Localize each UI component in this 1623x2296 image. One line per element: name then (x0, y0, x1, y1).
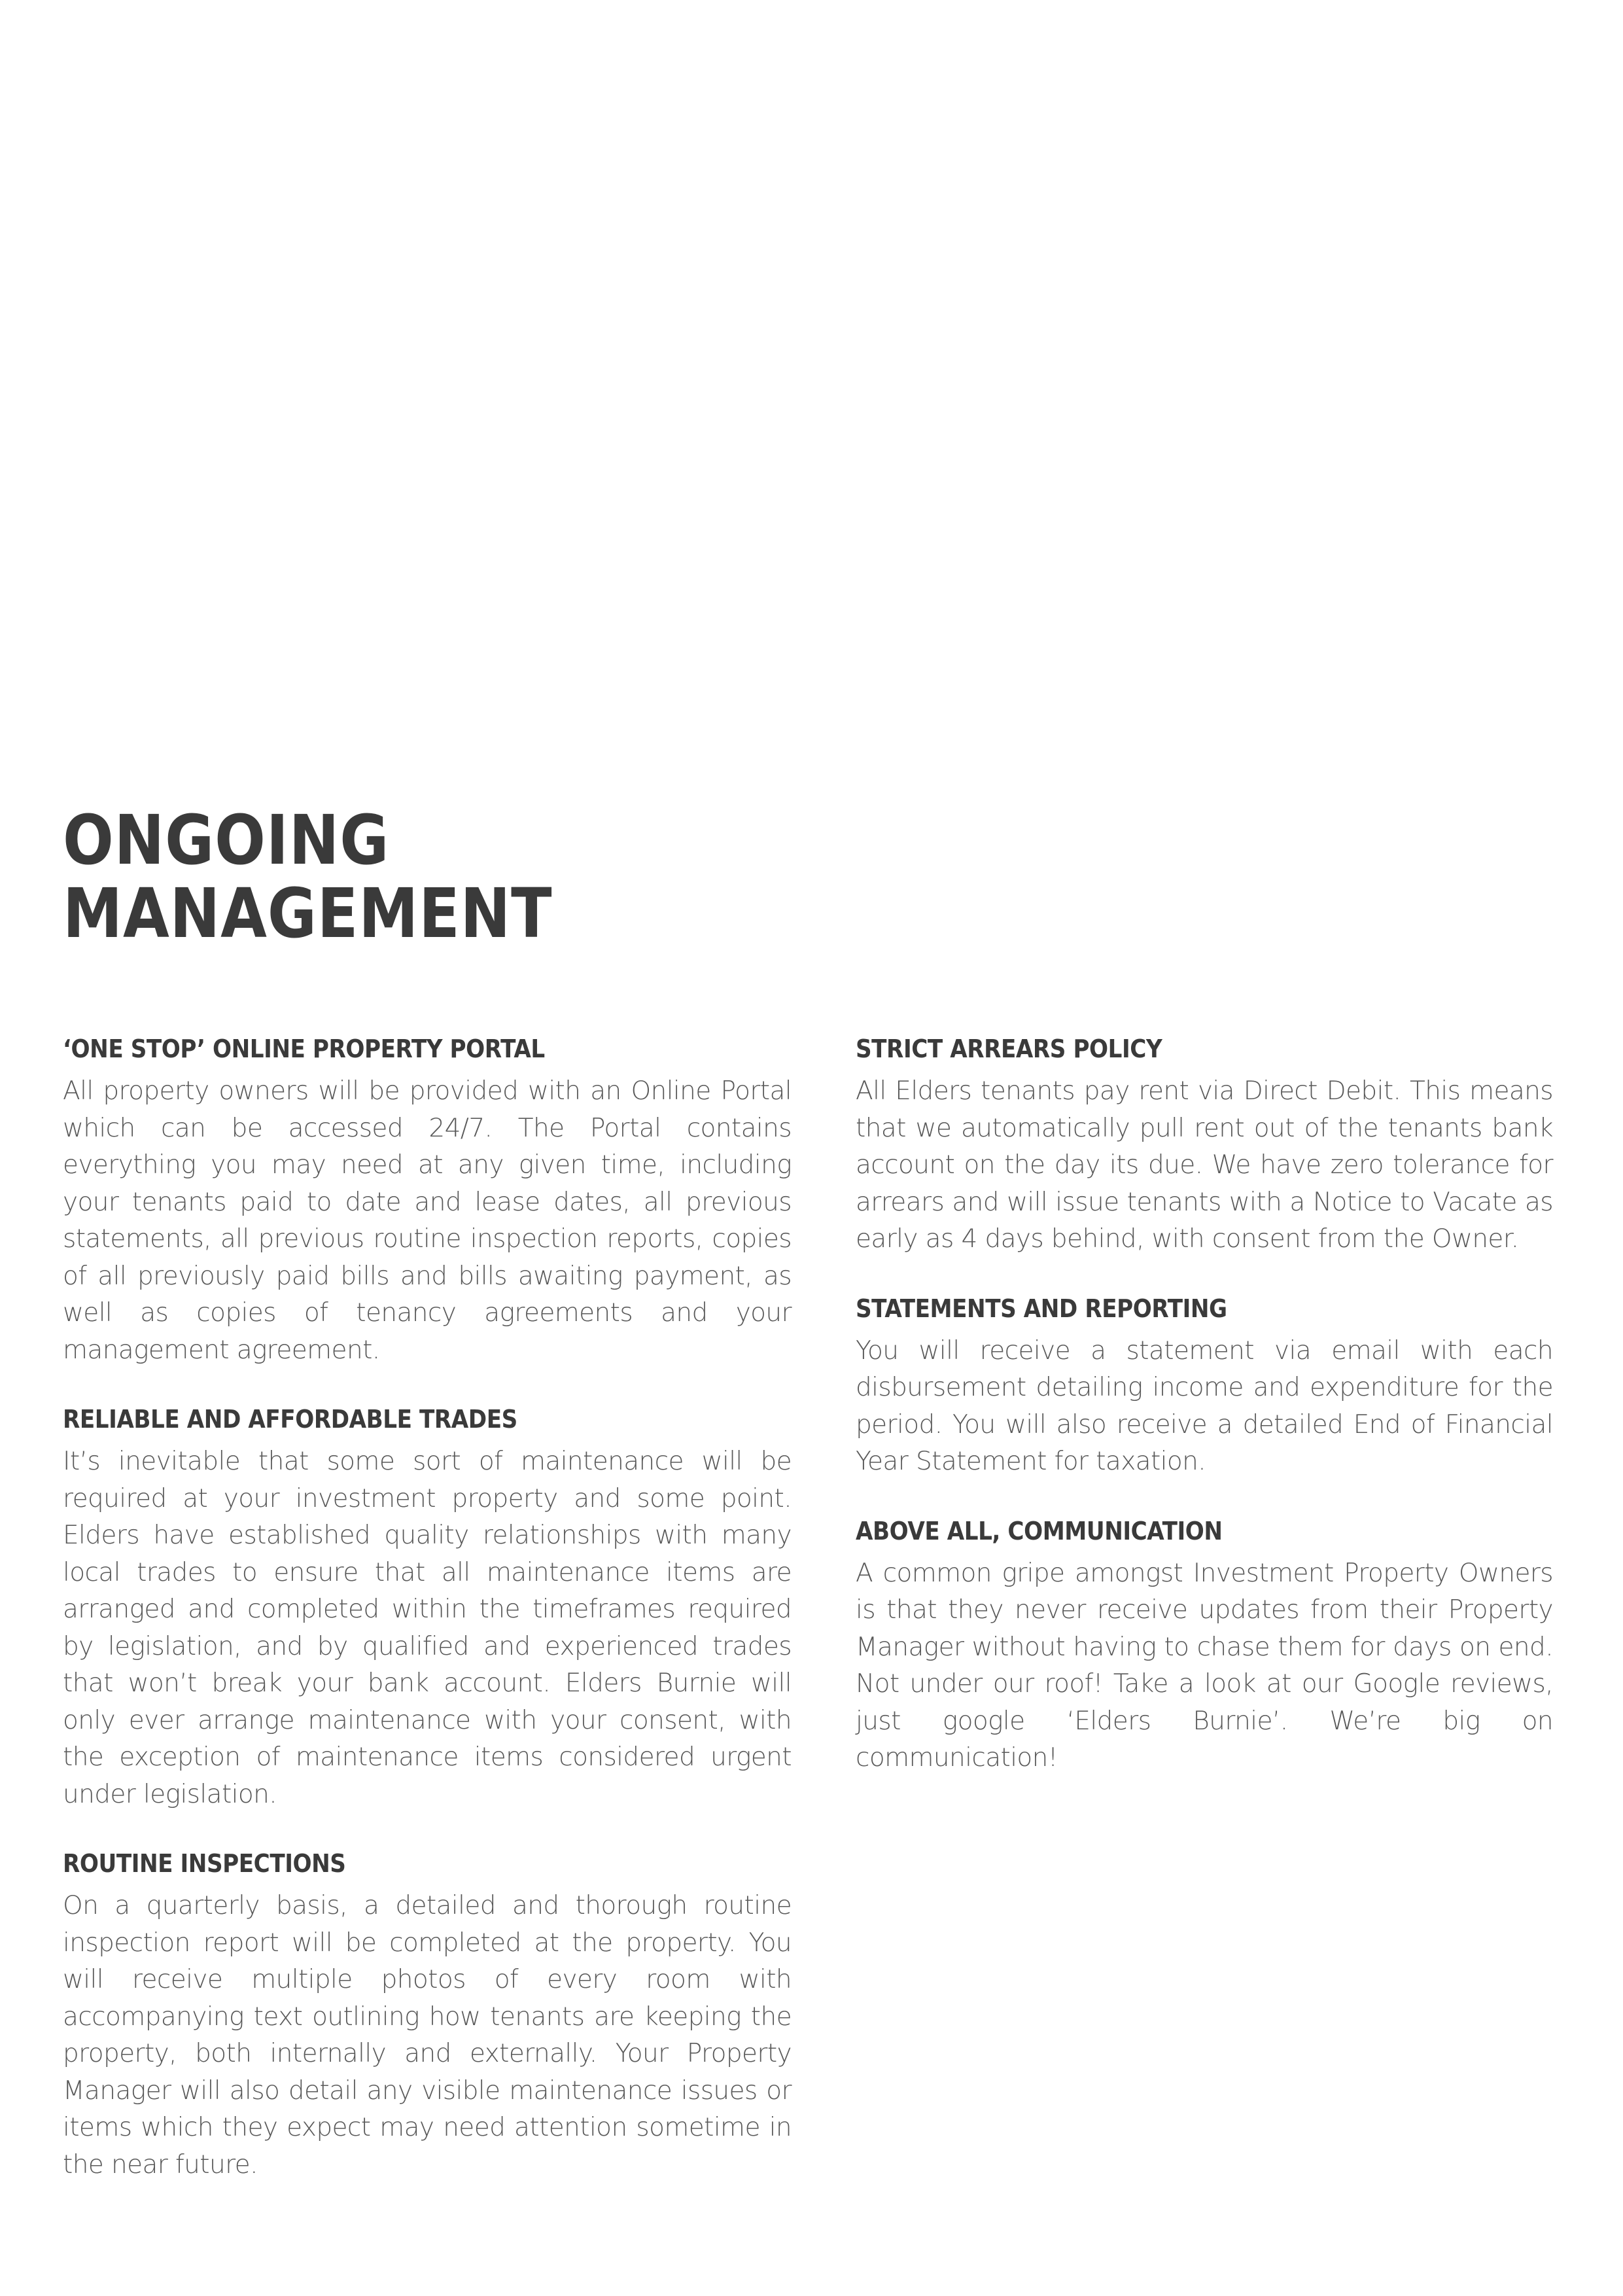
page-title-line-1: ONGOING (63, 800, 390, 880)
right-column (856, 1033, 1553, 1811)
page-title-line-2: MANAGEMENT (63, 874, 553, 953)
section-body: It’s inevitable that some sort of maintenance will be required at your investment property and some point. Elders have established quality relationships with many local trades to ensure that all maintenance items are arranged and completed within the timeframes required by legislation, and by qualified and experienced trades that won’t break your bank account. Elders Burnie will only ever arrange maintenance with your consent, with the exception of maintenance items considered urgent under legislation. (63, 1447, 792, 1809)
section-body: You will receive a statement via email with each disbursement detailing income and expenditure for the period. You will also receive a detailed End of Financial Year Statement for taxation. (856, 1335, 1553, 1476)
section-heading: STRICT ARREARS POLICY (856, 1034, 1162, 1063)
section-heading: ‘ONE STOP’ ONLINE PROPERTY PORTAL (63, 1034, 545, 1063)
section-heading: STATEMENTS AND REPORTING (856, 1294, 1227, 1323)
section-online-portal (63, 1033, 792, 1369)
section-routine-inspections (63, 1847, 792, 2183)
page-title (63, 800, 553, 953)
section-heading: RELIABLE AND AFFORDABLE TRADES (63, 1405, 517, 1434)
section-body: All property owners will be provided with an Online Portal which can be accessed 24/7. The Portal contains everything you may need at any given time, including your tenants paid to date and lease dates, all previous statements, all previous routine inspection reports, copies of all previously paid bills and bills awaiting payment, as well as copies of tenancy agreements and your management agreement. (63, 1076, 792, 1365)
section-trades (63, 1403, 792, 1813)
section-communication (856, 1515, 1553, 1777)
section-body: A common gripe amongst Investment Property Owners is that they never receive updates from their Property Manager without having to chase them for days on end. Not under our roof! Take a look at our Google reviews, just google ‘Elders Burnie’. We’re big on communication! (856, 1558, 1553, 1773)
section-body: All Elders tenants pay rent via Direct Debit. This means that we automatically pull rent out of the tenants bank account on the day its due. We have zero tolerance for arrears and will issue tenants with a Notice to Vacate as early as 4 days behind, with consent from the Owner. (856, 1076, 1553, 1254)
section-heading: ABOVE ALL, COMMUNICATION (856, 1516, 1223, 1545)
section-statements-reporting (856, 1292, 1553, 1481)
section-body: On a quarterly basis, a detailed and thorough routine inspection report will be completed at the property. You will receive multiple photos of every room with accompanying text outlining how tenants are keeping the property, both internally and externally. Your Property Manager will also detail any visible maintenance issues or items which they expect may need attention sometime in the near future. (63, 1891, 792, 2180)
section-heading: ROUTINE INSPECTIONS (63, 1849, 346, 1878)
section-arrears-policy (856, 1033, 1553, 1258)
left-column (63, 1033, 792, 2217)
